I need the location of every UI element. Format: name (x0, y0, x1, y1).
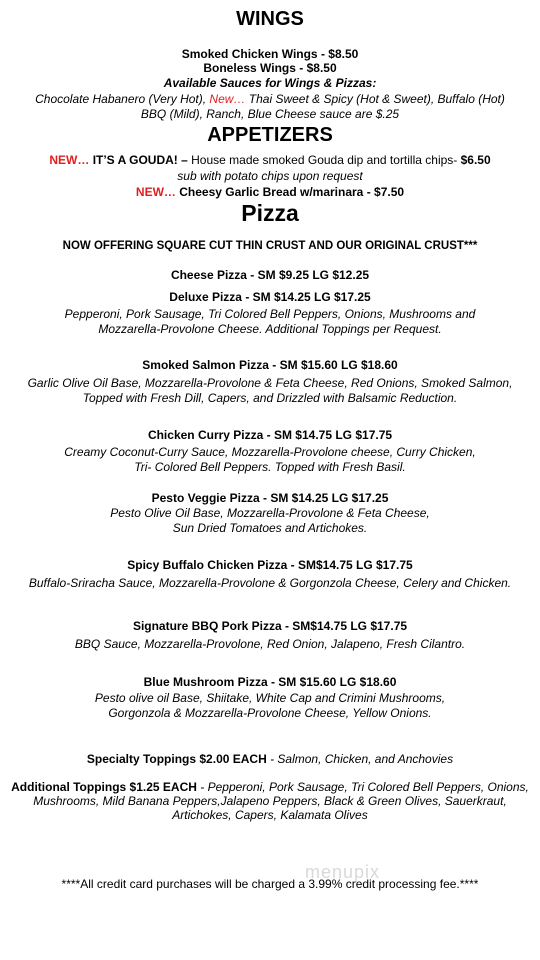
mushroom-desc-2: Gorgonzola & Mozzarella-Provolone Cheese, Yellow Onions. (108, 706, 432, 720)
crust-offering: NOW OFFERING SQUARE CUT THIN CRUST AND OUR ORIGINAL CRUST*** (62, 240, 478, 252)
additional-items-2: Mushrooms, Mild Banana Peppers,Jalapeno Peppers, Black & Green Olives, Sauerkraut, (33, 794, 507, 808)
gouda-name: IT’S A GOUDA! – (92, 153, 192, 167)
pesto-desc-2: Sun Dried Tomatoes and Artichokes. (172, 521, 368, 535)
deluxe-pizza: Deluxe Pizza - SM $14.25 LG $17.25 (169, 290, 371, 304)
sauces-line-1 (0, 92, 540, 106)
specialty-toppings (0, 752, 540, 766)
appetizers-title: APPETIZERS (207, 124, 333, 146)
bbq-desc-1: BBQ Sauce, Mozzarella-Provolone, Red Onion, Jalapeno, Fresh Cilantro. (74, 637, 466, 651)
salmon-desc-1: Garlic Olive Oil Base, Mozzarella-Provolone & Feta Cheese, Red Onions, Smoked Salmon, (27, 376, 513, 390)
specialty-items: - Salmon, Chicken, and Anchovies (266, 752, 454, 766)
spicy-buffalo-pizza: Spicy Buffalo Chicken Pizza - SM$14.75 LG $17.75 (127, 558, 413, 572)
wings-item-smoked: Smoked Chicken Wings - $8.50 (181, 47, 359, 61)
wings-item-boneless: Boneless Wings - $8.50 (203, 61, 337, 75)
gouda-price: $6.50 (460, 153, 491, 167)
additional-items-3: Artichokes, Capers, Kalamata Olives (172, 808, 368, 822)
salmon-desc-2: Topped with Fresh Dill, Capers, and Drizzled with Balsamic Reduction. (82, 391, 458, 405)
chicken-curry-pizza: Chicken Curry Pizza - SM $14.75 LG $17.75 (147, 428, 393, 442)
deluxe-desc-1: Pepperoni, Pork Sausage, Tri Colored Bell Peppers, Onions, Mushrooms and (64, 307, 476, 321)
curry-desc-1: Creamy Coconut-Curry Sauce, Mozzarella-Provolone cheese, Curry Chicken, (64, 445, 476, 459)
pesto-desc-1: Pesto Olive Oil Base, Mozzarella-Provolone & Feta Cheese, (110, 506, 430, 520)
smoked-salmon-pizza: Smoked Salmon Pizza - SM $15.60 LG $18.60 (142, 358, 398, 372)
gouda-sub-note: sub with potato chips upon request (177, 169, 363, 183)
pesto-veggie-pizza: Pesto Veggie Pizza - SM $14.25 LG $17.25 (151, 491, 389, 505)
curry-desc-2: Tri- Colored Bell Peppers. Topped with Fresh Basil. (134, 460, 406, 474)
bbq-pork-pizza: Signature BBQ Pork Pizza - SM$14.75 LG $17.75 (132, 619, 408, 633)
additional-label: Additional Toppings $1.25 EACH (11, 780, 197, 794)
pizza-title: Pizza (241, 200, 299, 226)
new-label: New… (209, 92, 246, 106)
mushroom-desc-1: Pesto olive oil Base, Shiitake, White Cap and Crimini Mushrooms, (94, 691, 446, 705)
garlic-bread-text: Cheesy Garlic Bread w/marinara - $7.50 (179, 185, 405, 199)
blue-mushroom-pizza: Blue Mushroom Pizza - SM $15.60 LG $18.60 (143, 675, 397, 689)
new-label: NEW… (135, 185, 180, 199)
additional-items-1: - Pepperoni, Pork Sausage, Tri Colored Bell Peppers, Onions, (196, 780, 529, 794)
specialty-label: Specialty Toppings $2.00 EACH (86, 752, 267, 766)
deluxe-desc-2: Mozzarella-Provolone Cheese. Additional Toppings per Request. (98, 322, 442, 336)
credit-card-fee-note: ****All credit card purchases will be charged a 3.99% credit processing fee.**** (61, 877, 479, 891)
new-label: NEW… (49, 153, 93, 167)
sauces-text-a: Chocolate Habanero (Very Hot), (35, 92, 210, 106)
sauces-line-2: BBQ (Mild), Ranch, Blue Cheese sauce are $.25 (140, 107, 400, 121)
gouda-description: House made smoked Gouda dip and tortilla chips- (191, 153, 461, 167)
menupix-watermark: menupix (305, 862, 381, 882)
buffalo-desc-1: Buffalo-Sriracha Sauce, Mozzarella-Provolone & Gorgonzola Cheese, Celery and Chicken. (28, 576, 512, 590)
sauces-heading: Available Sauces for Wings & Pizzas: (163, 76, 377, 90)
wings-title: WINGS (236, 8, 304, 30)
additional-toppings (0, 780, 540, 794)
cheese-pizza: Cheese Pizza - SM $9.25 LG $12.25 (170, 268, 370, 282)
sauces-text-b: Thai Sweet & Spicy (Hot & Sweet), Buffalo (Hot) (245, 92, 505, 106)
appetizer-gouda (0, 153, 540, 167)
appetizer-garlic-bread (0, 185, 540, 199)
